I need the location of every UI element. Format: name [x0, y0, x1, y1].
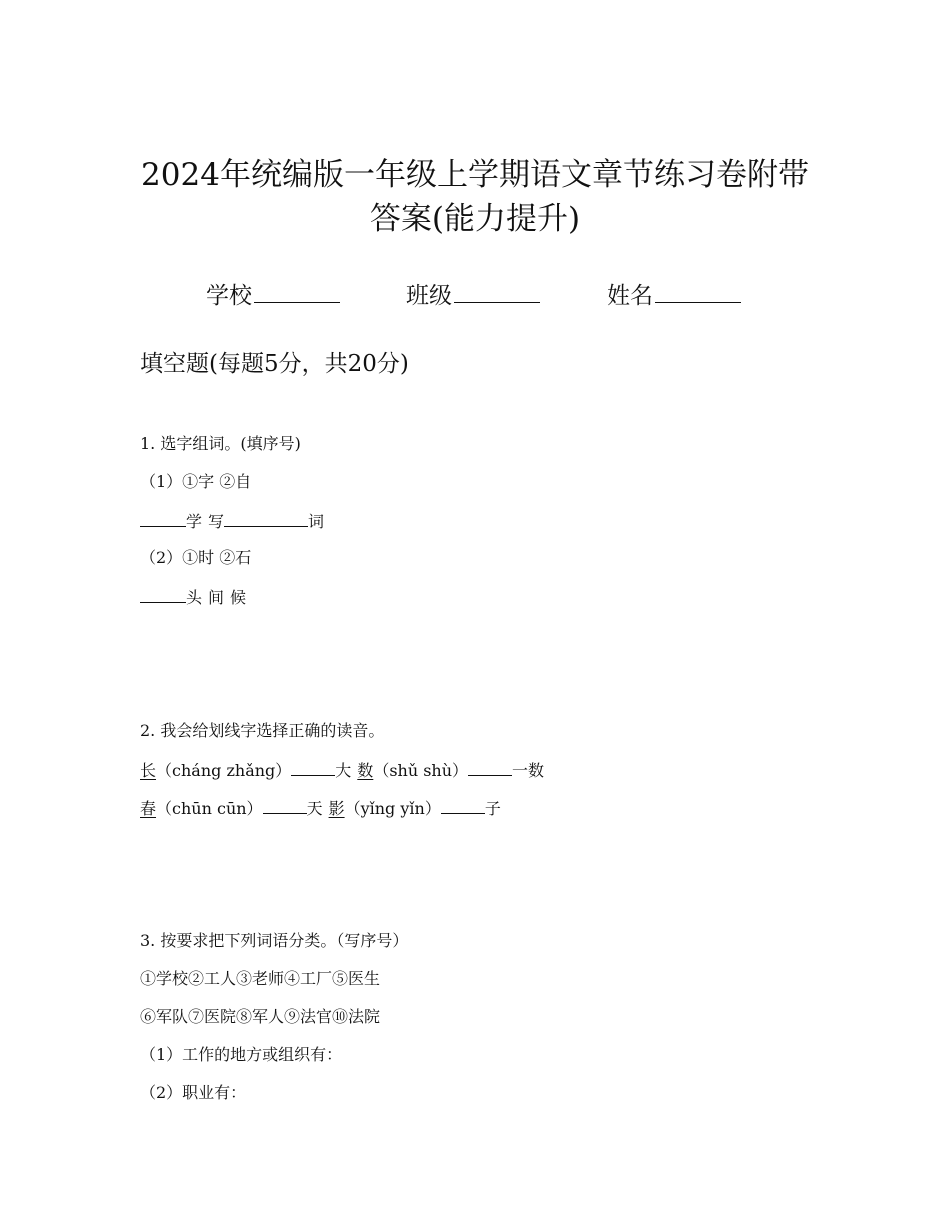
q1-part2-options: （2）①时 ②石 — [140, 548, 252, 567]
q1-part2-answer-line — [140, 585, 246, 609]
q2-blank-1[interactable] — [291, 758, 335, 776]
q2-pinyin-ying: （yǐng yǐn） — [344, 799, 441, 818]
q1-part2-blank-1[interactable] — [140, 585, 186, 603]
q1-part1-blank-2[interactable] — [224, 509, 308, 527]
q2-row-1 — [140, 758, 544, 782]
q3-sub-question-2: （2）职业有： — [140, 1083, 247, 1102]
q2-stem: 2. 我会给划线字选择正确的读音。 — [140, 721, 385, 740]
name-blank[interactable] — [655, 276, 741, 303]
q2-char-ying: 影 — [328, 799, 345, 818]
q2-pinyin-shu: （shǔ shù） — [373, 761, 469, 780]
school-field[interactable] — [206, 276, 340, 310]
q2-blank-4[interactable] — [441, 796, 485, 814]
q3-words-line-2: ⑥军队⑦医院⑧军人⑨法官⑩法院 — [140, 1007, 381, 1026]
name-field[interactable] — [607, 276, 741, 310]
class-field[interactable] — [406, 276, 540, 310]
q1-part2-word-2: 间 — [208, 588, 225, 607]
q1-part1-word-3: 词 — [308, 512, 325, 531]
name-label: 姓名 — [607, 283, 653, 309]
school-label: 学校 — [206, 283, 252, 309]
q2-blank-3[interactable] — [263, 796, 307, 814]
q1-part1-word-2: 写 — [208, 512, 225, 531]
section-heading: 填空题(每题5分，共20分) — [140, 351, 409, 377]
q3-sub-question-1: （1）工作的地方或组织有： — [140, 1045, 343, 1064]
q1-part1-blank-1[interactable] — [140, 509, 186, 527]
q1-part1-word-1: 学 — [186, 512, 203, 531]
document-title-line-2: 答案(能力提升) — [369, 201, 581, 237]
q1-part2-word-1: 头 — [186, 588, 203, 607]
q3-stem: 3. 按要求把下列词语分类。（写序号） — [140, 931, 409, 950]
document-title-line-1: 2024年统编版一年级上学期语文章节练习卷附带 — [141, 157, 809, 193]
q2-char-chun: 春 — [140, 799, 157, 818]
q2-char-shu: 数 — [357, 761, 374, 780]
q2-after-1: 大 — [335, 761, 352, 780]
q2-blank-2[interactable] — [468, 758, 512, 776]
class-blank[interactable] — [454, 276, 540, 303]
class-label: 班级 — [406, 283, 452, 309]
school-blank[interactable] — [254, 276, 340, 303]
q2-pinyin-chun: （chūn cūn） — [156, 799, 263, 818]
q1-part1-answer-line — [140, 509, 324, 533]
q2-row-2 — [140, 796, 501, 820]
q2-after-2: 一数 — [512, 761, 545, 780]
q2-char-chang: 长 — [140, 761, 157, 780]
student-info-row — [0, 276, 950, 310]
q3-words-line-1: ①学校②工人③老师④工厂⑤医生 — [140, 969, 381, 988]
q1-stem: 1. 选字组词。(填序号) — [140, 434, 301, 453]
q2-after-4: 子 — [484, 799, 501, 818]
q1-part1-options: （1）①字 ②自 — [140, 472, 252, 491]
q2-pinyin-chang: （cháng zhǎng） — [156, 761, 292, 780]
q2-after-3: 天 — [306, 799, 323, 818]
q1-part2-word-3: 候 — [230, 588, 247, 607]
